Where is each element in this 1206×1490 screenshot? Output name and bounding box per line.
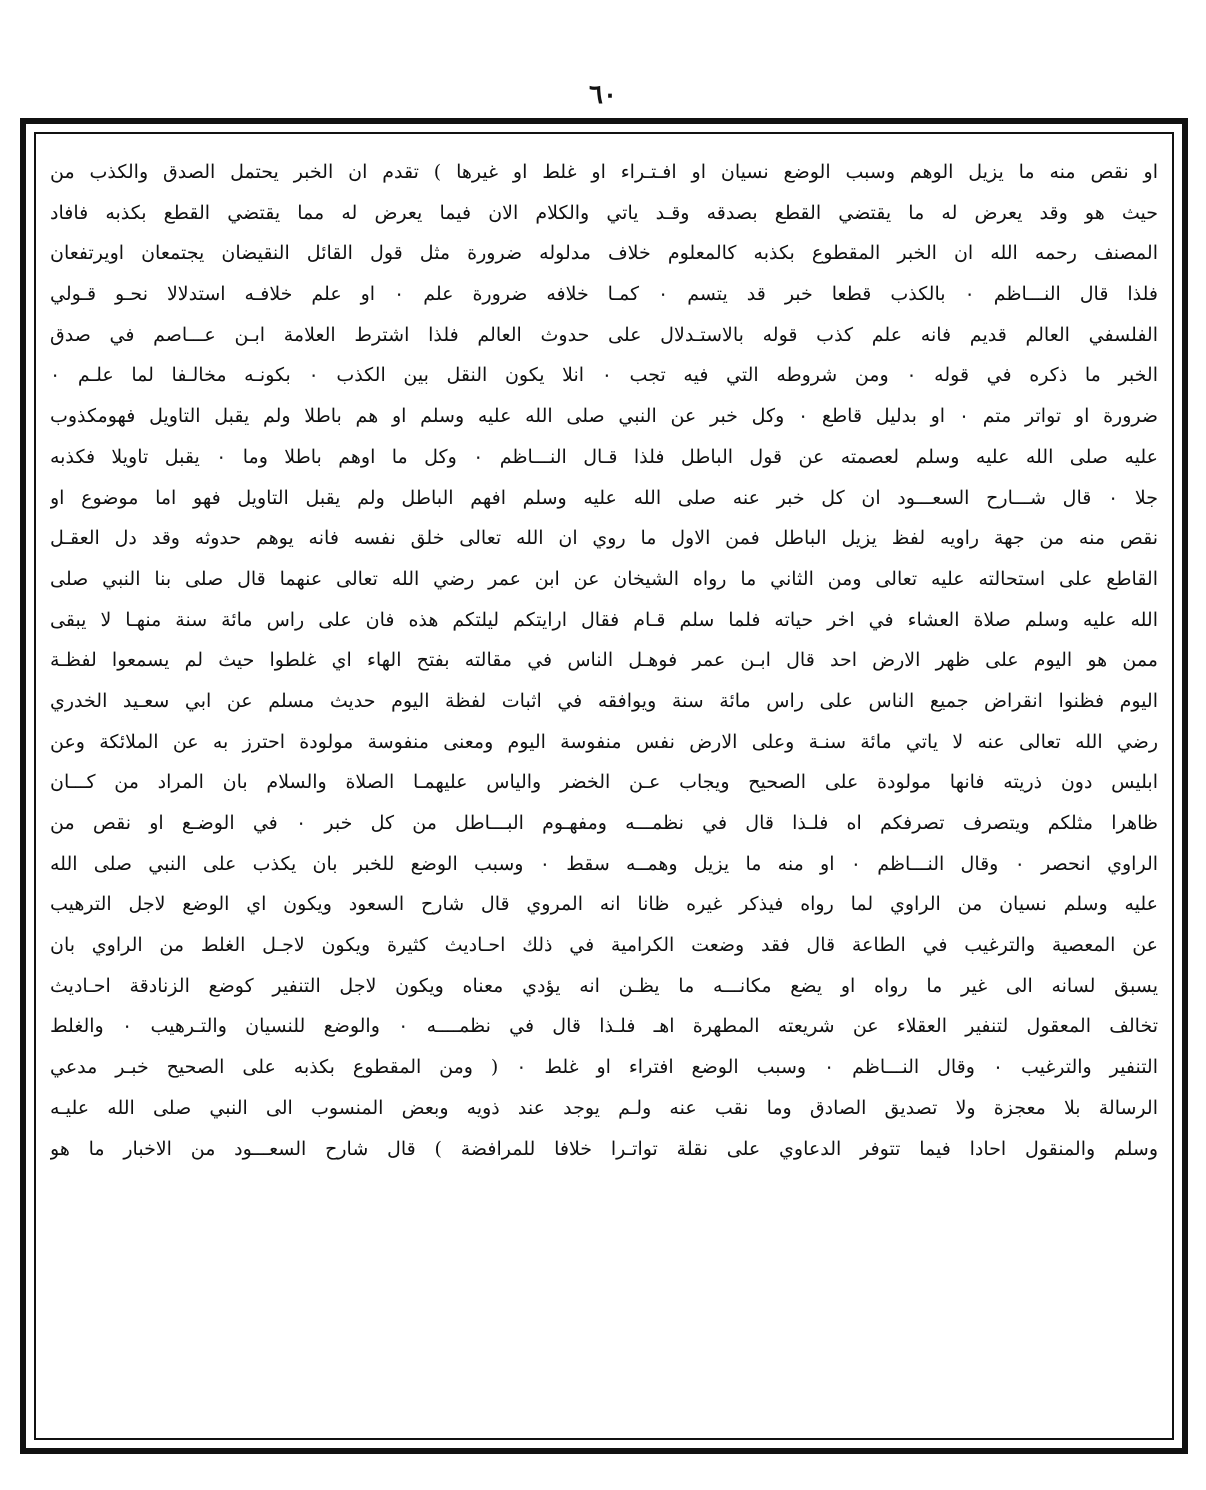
- text-line: ضرورة او تواتر متم ٠ او بدليل قاطع ٠ وكل خبر عن النبي صلى الله عليه وسلم او هم باطلا ولم يقبل التاويل فهومكذوب: [50, 405, 1158, 428]
- text-line: تخالف المعقول لتنفير العقلاء عن شريعته المطهرة اهـ فلـذا قال في نظمــــه ٠ والوضع للنسيان والتـرهيب ٠ والغلط: [50, 1015, 1158, 1038]
- text-line: التنفير والترغيب ٠ وقال النـــاظم ٠ وسبب الوضع افتراء او غلط ٠ ( ومن المقطوع بكذبه على الصحيح خبـر مدعي: [50, 1056, 1158, 1079]
- text-line: الخبر ما ذكره في قوله ٠ ومن شروطه التي فيه تجب ٠ انلا يكون النقل بين الكذب ٠ بكونـه مخالـفا لما علـم ٠: [50, 364, 1158, 387]
- text-line: اليوم فظنوا انقراض جميع الناس على راس مائة سنة ويوافقه في اثبات لفظة اليوم حديث مسلم عن ابي سعـيد الخدري: [50, 689, 1158, 712]
- text-line: نقص منه من جهة راويه لفظ يزيل الباطل فمن الاول ما روي ان الله تعالى خلق نفسه فانه يوهم حدوثه وقد دل العقـل: [50, 527, 1158, 550]
- text-line: فلذا قال النـــاظم ٠ بالكذب قطعا خبر قد يتسم ٠ كمـا خلافه ضرورة علم ٠ او علم خلافـه استدلالا نحـو قـولي: [50, 283, 1158, 306]
- text-line: ممن هو اليوم على ظهر الارض احد قال ابـن عمر فوهـل الناس في مقالته بفتح الهاء اي غلطوا حيث لم يسمعوا لفظـة: [50, 649, 1158, 672]
- text-line: المصنف رحمه الله ان الخبر المقطوع بكذبه كالمعلوم خلاف مدلوله ضرورة مثل قول القائل النقيضان يجتمعان اويرتفعان: [50, 242, 1158, 265]
- page-number: ٦٠: [589, 80, 617, 110]
- text-line: عن المعصية والترغيب في الطاعة قال فقد وضعت الكرامية في ذلك احـاديث كثيرة ويكون لاجـل الغلط من الراوي بان: [50, 934, 1158, 957]
- text-line: الرسالة بلا معجزة ولا تصديق الصادق وما نقب عنه ولـم يوجد عند ذويه وبعض المنسوب الى النبي صلى الله عليـه: [50, 1096, 1158, 1119]
- text-line: جلا ٠ قال شـــارح السعـــود ان كل خبر عنه صلى الله عليه وسلم افهم الباطل ولم يقبل التاويل فهو اما موضوع او: [50, 486, 1158, 509]
- text-line: الراوي انحصر ٠ وقال النـــاظم ٠ او منه ما يزيل وهمــه سقط ٠ وسبب الوضع للخبر بان يكذب على النبي صلى الله: [50, 852, 1158, 875]
- text-line: ظاهرا مثلكم ويتصرف تصرفكم اه فلـذا قال في نظمـــه ومفهـوم البـــاطل من كل خبر ٠ في الوضـع او نقص من: [50, 812, 1158, 834]
- text-line: رضي الله تعالى عنه لا ياتي مائة سنـة وعلى الارض نفس منفوسة اليوم ومعنى منفوسة مولودة احترز به عن الملائكة وعن: [50, 730, 1158, 753]
- text-line: الله عليه وسلم صلاة العشاء في اخر حياته فلما سلم قـام فقال ارايتكم ليلتكم هذه فان على راس مائة سنة منهـا لا يبقى: [50, 608, 1158, 631]
- text-line: القاطع على استحالته عليه تعالى ومن الثاني ما رواه الشيخان عن ابن عمر رضي الله تعالى عنهما قال صلى بنا النبي صلى: [50, 567, 1158, 590]
- text-line: حيث هو وقد يعرض له ما يقتضي القطع بصدقه وقـد ياتي والكلام الان فيما يعرض له مما يقتضي القطع بكذبه فافاد: [50, 201, 1158, 224]
- text-line: عليه وسلم نسيان من الراوي لما رواه فيذكر غيره ظانا انه المروي قال شارح السعود ويكون اي الوضع لاجل الترهيب: [50, 893, 1158, 916]
- text-line: ابليس دون ذريته فانها مولودة على الصحيح ويجاب عـن الخضر والياس عليهمـا الصلاة والسلام بان المراد من كـــان: [50, 771, 1158, 794]
- text-line: عليه صلى الله عليه وسلم لعصمته عن قول الباطل فلذا قـال النـــاظم ٠ وكل ما اوهم باطلا وما ٠ يقبل تاويلا فكذبه: [50, 445, 1158, 468]
- main-text-block: [40, 140, 1168, 1430]
- text-line: وسلم والمنقول احادا فيما تتوفر الدعاوي على نقلة تواتـرا خلافا للمرافضة ) قال شارح السعـــود من الاخبار ما هو: [50, 1137, 1158, 1160]
- text-line: الفلسفي العالم قديم فانه علم كذب قوله بالاستـدلال على حدوث العالم فلذا اشترط العلامة ابـن عـــاصم في صدق: [50, 323, 1158, 346]
- text-line: يسبق لسانه الى غير ما رواه او يضع مكانـــه ما يظـن انه يؤدي معناه ويكون لاجل التنفير كوضع الزنادقة احـاديث: [50, 974, 1158, 997]
- text-line: او نقص منه ما يزيل الوهم وسبب الوضع نسيان او افـتـراء او غلط او غيرها ) تقدم ان الخبر يحتمل الصدق والكذب من: [50, 161, 1158, 183]
